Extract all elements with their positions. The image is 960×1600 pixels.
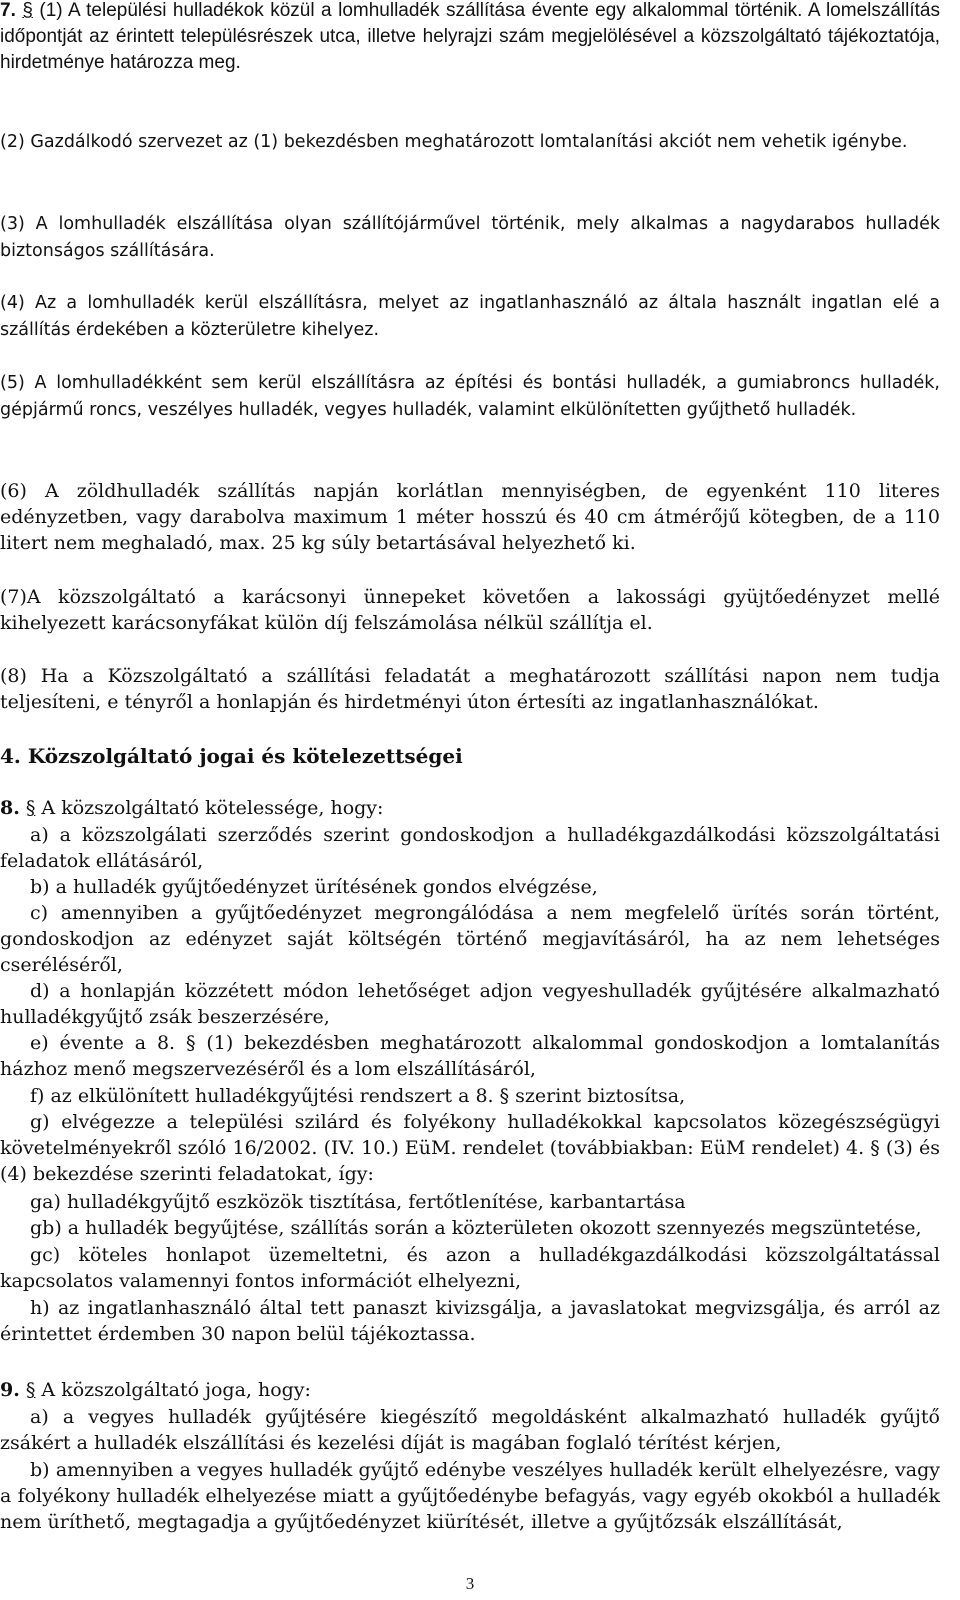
list-item-8e: e) évente a 8. § (1) bekezdésben meghatározott alkalommal gondoskodjon a lomtalanítás házhoz menő megszervezéséről és a lom elszállításáról, [0,1032,940,1080]
paragraph-9-intro [0,1377,940,1403]
section-number: 9. [0,1379,20,1401]
paragraph-7-1 [0,0,940,76]
paragraph-7-5: (5) A lomhulladékként sem kerül elszállításra az építési és bontási hulladék, a gumiabroncs hulladék, gépjármű roncs, veszélyes hulladék, vegyes hulladék, valamint elkülönítetten gyűjthető hulladék. [0,373,940,420]
paragraph-text: A közszolgáltató joga, hogy: [35,1379,311,1401]
paragraph-7-3: (3) A lomhulladék elszállítása olyan szállítójárművel történik, mely alkalmas a nagydarabos hulladék biztonságos szállítására. [0,214,940,261]
list-item-8f: f) az elkülönített hulladékgyűjtési rendszert a 8. § szerint biztosítsa, [30,1085,686,1107]
list-item-8b: b) a hulladék gyűjtőedényzet ürítésének gondos elvégzése, [30,876,598,898]
section-number: 7. [0,0,16,21]
section-number: 8. [0,797,20,819]
paragraph-7-7: (7)A közszolgáltató a karácsonyi ünnepeket követően a lakossági gyüjtőedényzet mellé kihelyezett karácsonyfákat külön díj felszámolása nélkül szállítja el. [0,586,940,634]
paragraph-7-6: (6) A zöldhulladék szállítás napján korlátlan mennyiségben, de egyenként 110 literes edényzetben, vagy darabolva maximum 1 méter hosszú és 40 cm átmérőjű kötegben, de a 110 litert nem meghaladó, max. 25 kg súly betartásával helyezhető ki. [0,480,940,554]
list-item-8gc: gc) köteles honlapot üzemeltetni, és azon a hulladékgazdálkodási közszolgáltatással kapcsolatos valamennyi fontos információt elhelyezni, [0,1244,940,1292]
list-item-8g: g) elvégezze a települési szilárd és folyékony hulladékokkal kapcsolatos közegészségügyi követelményekről szóló 16/2002. (IV. 10.) EüM. rendelet (továbbiakban: EüM rendelet) 4. § (3) és (4) bekezdése szerinti feladatokat, így: [0,1111,940,1185]
section-sign: § [25,797,36,819]
section-sign: § [25,1379,36,1401]
paragraph-text: A közszolgáltató kötelessége, hogy: [35,797,384,819]
paragraph-text: (1) A települési hulladékok közül a lomhulladék szállítása évente egy alkalommal történik. A lomelszállítás időpontját az érintett településrészek utca, illetve helyrajzi szám megjelölésével a közszolgáltató tájékoztatója, hirdetménye határozza meg. [0,0,940,73]
section-sign: § [22,0,33,21]
list-item-8ga: ga) hulladékgyűjtő eszközök tisztítása, fertőtlenítése, karbantartása [30,1191,686,1213]
list-item-8gb: gb) a hulladék begyűjtése, szállítás során a közterületen okozott szennyezés megszüntetése, [30,1217,922,1239]
paragraph-7-4: (4) Az a lomhulladék kerül elszállításra, melyet az ingatlanhasználó az általa használt ingatlan elé a szállítás érdekében a közterületre kihelyez. [0,293,940,340]
list-item-8c: c) amennyiben a gyűjtőedényzet megrongálódása a nem megfelelő ürítés során történt, gondoskodjon az edényzet saját költségén történő megjavításáról, ha az nem lehetséges cseréléséről, [0,902,940,976]
section-heading: 4. Közszolgáltató jogai és kötelezettségei [0,744,463,768]
paragraph-8-intro [0,795,940,821]
list-item-8h: h) az ingatlanhasználó által tett panaszt kivizsgálja, a javaslatokat megvizsgálja, és arról az érintettet érdemben 30 napon belül tájékoztassa. [0,1297,940,1345]
paragraph-7-8: (8) Ha a Közszolgáltató a szállítási feladatát a meghatározott szállítási napon nem tudja teljesíteni, e tényről a honlapján és hirdetményi úton értesíti az ingatlanhasználókat. [0,665,940,713]
list-item-9a: a) a vegyes hulladék gyűjtésére kiegészítő megoldásként alkalmazható hulladék gyűjtő zsákért a hulladék elszállítási és kezelési díját is magában foglaló térítést kérjen, [0,1406,940,1454]
list-item-9b: b) amennyiben a vegyes hulladék gyűjtő edénybe veszélyes hulladék került elhelyezésre, vagy a folyékony hulladék elhelyezése miatt a gyűjtőedénybe befagyás, vagy egyéb okokból a hulladék nem üríthető, megtagadja a gyűjtőedényzet kiürítését, illetve a gyűjtőzsák elszállítását, [0,1459,940,1533]
page-number: 3 [465,1574,475,1593]
list-item-8d: d) a honlapján közzétett módon lehetőséget adjon vegyeshulladék gyűjtésére alkalmazható hulladékgyűjtő zsák beszerzésére, [0,980,940,1028]
list-item-8a: a) a közszolgálati szerződés szerint gondoskodjon a hulladékgazdálkodási közszolgáltatási feladatok ellátásáról, [0,824,940,872]
paragraph-7-2: (2) Gazdálkodó szervezet az (1) bekezdésben meghatározott lomtalanítási akciót nem vehetik igénybe. [0,132,908,152]
